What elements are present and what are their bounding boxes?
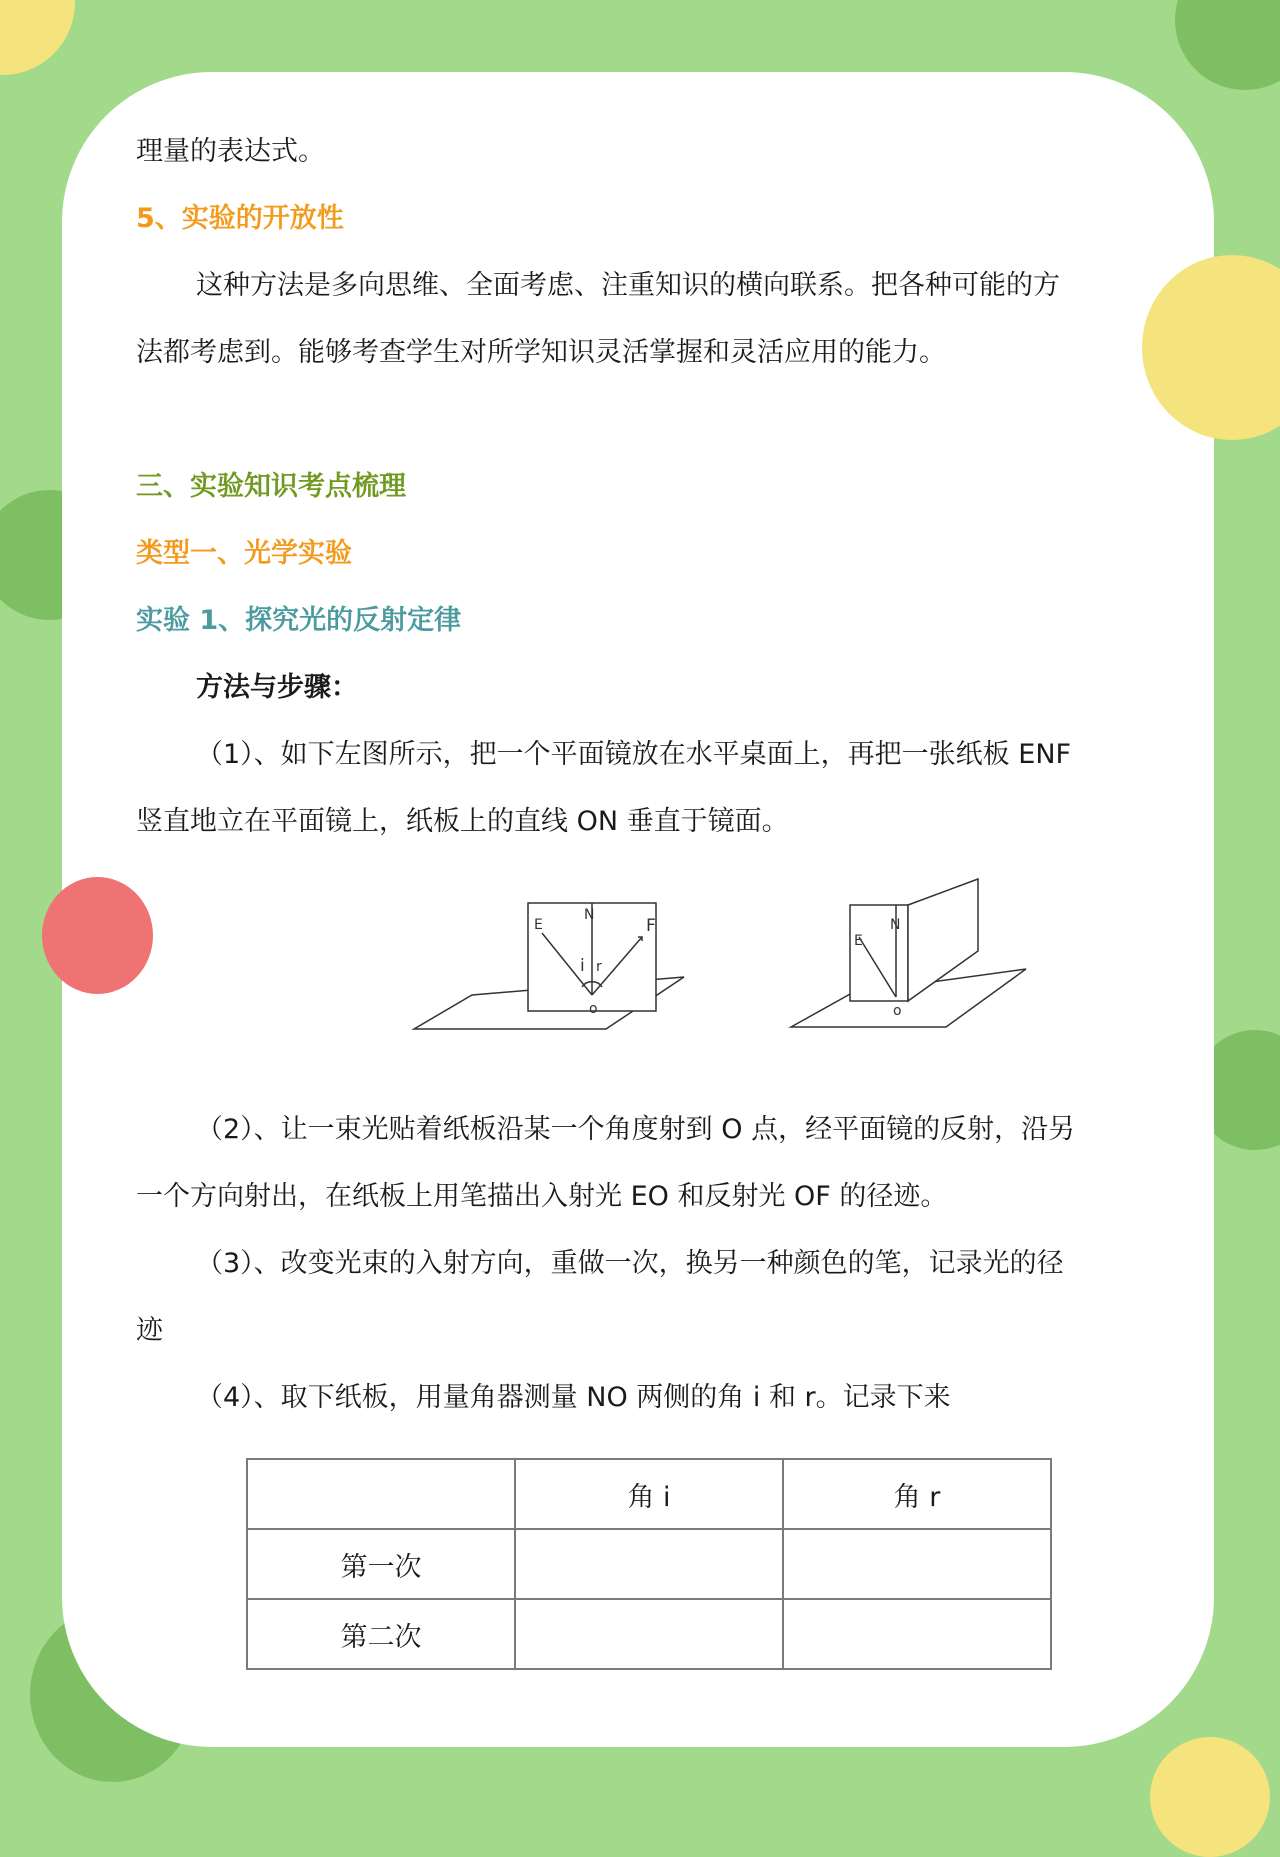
reflection-experiment-figure	[406, 867, 1028, 1055]
method-heading: 方法与步骤：	[196, 672, 358, 703]
left-label-F: F	[646, 916, 656, 936]
left-label-r: r	[596, 959, 602, 975]
right-label-E: E	[854, 933, 863, 949]
decor-circle-yellow-top-left	[0, 0, 75, 75]
table-header-row	[247, 1459, 1051, 1529]
experiment1-heading: 实验 1、探究光的反射定律	[136, 605, 462, 636]
table-header-cell-empty	[247, 1459, 515, 1529]
table-cell-angle-i	[515, 1529, 783, 1599]
table-row	[247, 1599, 1051, 1669]
continuation-text: 理量的表达式。	[136, 136, 325, 167]
step3-line2: 迹	[136, 1315, 163, 1346]
part3-heading: 三、实验知识考点梳理	[136, 471, 406, 502]
step4-text: （4）、取下纸板，用量角器测量 NO 两侧的角 i 和 r。记录下来	[196, 1382, 951, 1413]
table-header-angle-r: 角 r	[783, 1459, 1051, 1529]
right-rotated-board	[908, 879, 978, 1001]
section5-paragraph-line2: 法都考虑到。能够考查学生对所学知识灵活掌握和灵活应用的能力。	[136, 337, 946, 368]
type1-heading: 类型一、光学实验	[136, 538, 352, 569]
left-label-i: i	[580, 956, 585, 976]
table-row-label: 第二次	[247, 1599, 515, 1669]
step1-line2: 竖直地立在平面镜上，纸板上的直线 ON 垂直于镜面。	[136, 806, 789, 837]
angle-record-table	[246, 1458, 1052, 1670]
table-cell-angle-r	[783, 1599, 1051, 1669]
step2-line1: （2）、让一束光贴着纸板沿某一个角度射到 O 点，经平面镜的反射，沿另	[196, 1114, 1076, 1145]
section5-paragraph-line1: 这种方法是多向思维、全面考虑、注重知识的横向联系。把各种可能的方	[196, 270, 1060, 301]
decor-circle-yellow-bottom-right	[1150, 1737, 1270, 1857]
section5-heading: 5、实验的开放性	[136, 203, 344, 234]
left-label-O: o	[589, 1001, 598, 1017]
step1-line1: （1）、如下左图所示，把一个平面镜放在水平桌面上，再把一张纸板 ENF	[196, 739, 1072, 770]
table-header-angle-i: 角 i	[515, 1459, 783, 1529]
step2-line2: 一个方向射出，在纸板上用笔描出入射光 EO 和反射光 OF 的径迹。	[136, 1181, 948, 1212]
decor-circle-green-top-right	[1175, 0, 1280, 90]
right-label-O: o	[893, 1003, 902, 1019]
left-label-E: E	[534, 917, 543, 933]
left-label-N: N	[584, 907, 595, 923]
right-label-N: N	[890, 917, 901, 933]
step3-line1: （3）、改变光束的入射方向，重做一次，换另一种颜色的笔，记录光的径	[196, 1248, 1064, 1279]
table-row	[247, 1529, 1051, 1599]
table-row-label: 第一次	[247, 1529, 515, 1599]
table-cell-angle-r	[783, 1529, 1051, 1599]
table-cell-angle-i	[515, 1599, 783, 1669]
document-body	[136, 118, 1166, 1431]
